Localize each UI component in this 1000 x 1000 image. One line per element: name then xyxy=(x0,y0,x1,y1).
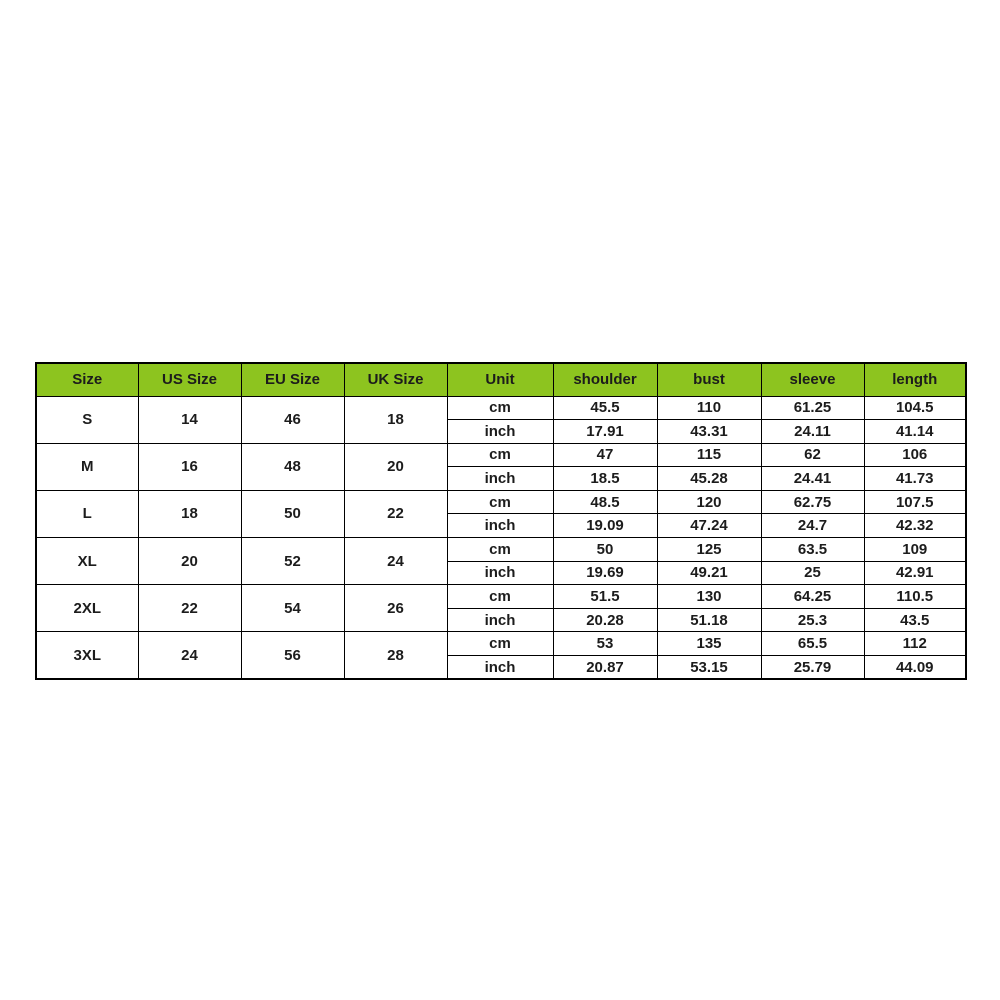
eu-size-cell: 50 xyxy=(241,490,344,537)
value-cell: 47 xyxy=(553,443,657,467)
unit-cell: cm xyxy=(447,490,553,514)
value-cell: 61.25 xyxy=(761,396,864,420)
header-row xyxy=(36,363,966,396)
value-cell: 120 xyxy=(657,490,761,514)
unit-cell: inch xyxy=(447,420,553,444)
value-cell: 45.28 xyxy=(657,467,761,491)
uk-size-cell: 24 xyxy=(344,538,447,585)
table-row xyxy=(36,490,966,514)
value-cell: 53.15 xyxy=(657,656,761,680)
eu-size-cell: 56 xyxy=(241,632,344,679)
value-cell: 25.79 xyxy=(761,656,864,680)
header-eu-size: EU Size xyxy=(241,363,344,396)
header-shoulder: shoulder xyxy=(553,363,657,396)
value-cell: 25 xyxy=(761,561,864,585)
table-row xyxy=(36,396,966,420)
unit-cell: cm xyxy=(447,632,553,656)
table-row xyxy=(36,585,966,609)
table-row xyxy=(36,443,966,467)
value-cell: 115 xyxy=(657,443,761,467)
uk-size-cell: 28 xyxy=(344,632,447,679)
value-cell: 53 xyxy=(553,632,657,656)
value-cell: 25.3 xyxy=(761,608,864,632)
eu-size-cell: 46 xyxy=(241,396,344,443)
us-size-cell: 18 xyxy=(138,490,241,537)
header-sleeve: sleeve xyxy=(761,363,864,396)
value-cell: 18.5 xyxy=(553,467,657,491)
value-cell: 130 xyxy=(657,585,761,609)
value-cell: 51.5 xyxy=(553,585,657,609)
unit-cell: inch xyxy=(447,514,553,538)
value-cell: 41.14 xyxy=(864,420,966,444)
us-size-cell: 20 xyxy=(138,538,241,585)
value-cell: 49.21 xyxy=(657,561,761,585)
unit-cell: inch xyxy=(447,561,553,585)
value-cell: 62 xyxy=(761,443,864,467)
value-cell: 43.31 xyxy=(657,420,761,444)
value-cell: 109 xyxy=(864,538,966,562)
value-cell: 106 xyxy=(864,443,966,467)
size-cell: L xyxy=(36,490,138,537)
unit-cell: inch xyxy=(447,467,553,491)
unit-cell: inch xyxy=(447,656,553,680)
size-chart-table xyxy=(35,362,967,680)
value-cell: 43.5 xyxy=(864,608,966,632)
value-cell: 48.5 xyxy=(553,490,657,514)
value-cell: 20.87 xyxy=(553,656,657,680)
eu-size-cell: 48 xyxy=(241,443,344,490)
value-cell: 19.69 xyxy=(553,561,657,585)
value-cell: 64.25 xyxy=(761,585,864,609)
unit-cell: cm xyxy=(447,585,553,609)
value-cell: 110.5 xyxy=(864,585,966,609)
value-cell: 24.11 xyxy=(761,420,864,444)
value-cell: 62.75 xyxy=(761,490,864,514)
value-cell: 50 xyxy=(553,538,657,562)
uk-size-cell: 20 xyxy=(344,443,447,490)
value-cell: 42.32 xyxy=(864,514,966,538)
value-cell: 63.5 xyxy=(761,538,864,562)
header-length: length xyxy=(864,363,966,396)
value-cell: 41.73 xyxy=(864,467,966,491)
size-chart xyxy=(35,362,965,680)
value-cell: 125 xyxy=(657,538,761,562)
value-cell: 24.41 xyxy=(761,467,864,491)
size-cell: M xyxy=(36,443,138,490)
value-cell: 107.5 xyxy=(864,490,966,514)
header-bust: bust xyxy=(657,363,761,396)
us-size-cell: 16 xyxy=(138,443,241,490)
size-cell: 2XL xyxy=(36,585,138,632)
value-cell: 104.5 xyxy=(864,396,966,420)
eu-size-cell: 52 xyxy=(241,538,344,585)
value-cell: 47.24 xyxy=(657,514,761,538)
value-cell: 110 xyxy=(657,396,761,420)
header-uk-size: UK Size xyxy=(344,363,447,396)
uk-size-cell: 26 xyxy=(344,585,447,632)
eu-size-cell: 54 xyxy=(241,585,344,632)
uk-size-cell: 22 xyxy=(344,490,447,537)
value-cell: 112 xyxy=(864,632,966,656)
unit-cell: cm xyxy=(447,538,553,562)
value-cell: 65.5 xyxy=(761,632,864,656)
value-cell: 51.18 xyxy=(657,608,761,632)
uk-size-cell: 18 xyxy=(344,396,447,443)
table-row xyxy=(36,632,966,656)
table-row xyxy=(36,538,966,562)
header-unit: Unit xyxy=(447,363,553,396)
size-cell: 3XL xyxy=(36,632,138,679)
value-cell: 45.5 xyxy=(553,396,657,420)
header-us-size: US Size xyxy=(138,363,241,396)
value-cell: 135 xyxy=(657,632,761,656)
unit-cell: cm xyxy=(447,443,553,467)
us-size-cell: 24 xyxy=(138,632,241,679)
value-cell: 20.28 xyxy=(553,608,657,632)
value-cell: 17.91 xyxy=(553,420,657,444)
us-size-cell: 22 xyxy=(138,585,241,632)
value-cell: 42.91 xyxy=(864,561,966,585)
unit-cell: inch xyxy=(447,608,553,632)
size-cell: XL xyxy=(36,538,138,585)
value-cell: 19.09 xyxy=(553,514,657,538)
us-size-cell: 14 xyxy=(138,396,241,443)
header-size: Size xyxy=(36,363,138,396)
value-cell: 24.7 xyxy=(761,514,864,538)
value-cell: 44.09 xyxy=(864,656,966,680)
size-cell: S xyxy=(36,396,138,443)
unit-cell: cm xyxy=(447,396,553,420)
